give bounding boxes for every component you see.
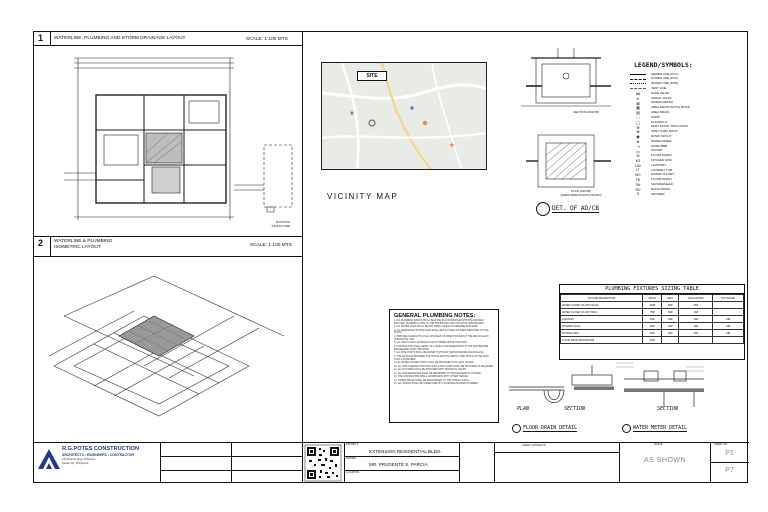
table-cell: 13Ø xyxy=(713,330,744,337)
vicinity-map-title: VICINITY MAP xyxy=(327,192,399,201)
shower-icon: S xyxy=(636,192,640,197)
legend-item-label: CHECK VALVE xyxy=(651,95,672,100)
project-label: PROJECT xyxy=(346,443,359,446)
panel1-scale: SCALE: 1:100 MTS xyxy=(246,37,288,42)
fixture-table-title: PLUMBING FIXTURES SIZING TABLE xyxy=(560,285,744,294)
tb-divider xyxy=(459,442,460,483)
table-cell: 50Ø xyxy=(643,330,662,337)
detail-bubble xyxy=(536,202,550,216)
legend-item-label: HOSE BIBB xyxy=(651,143,668,148)
vent-thru-roof-icon: ⊗ xyxy=(636,129,640,135)
project-name: EXTENSION RESIDENTIAL BLDG. xyxy=(369,449,442,454)
area-drain-icon: ▤ xyxy=(636,110,640,116)
table-row xyxy=(561,309,744,316)
table-cell: 100Ø xyxy=(643,302,662,309)
legend-item-label: FLOOR DRAIN xyxy=(651,153,672,158)
table-cell: 13Ø xyxy=(679,316,713,323)
lavatory-icon: LAV xyxy=(634,163,642,168)
legend-water-symbol xyxy=(630,83,646,84)
floor-drain-section-label: SECTION xyxy=(564,406,586,412)
roof-drain-icon: RD xyxy=(635,187,641,192)
vent-stack-icon: ⊕ xyxy=(636,124,640,130)
general-note: 11. ALL FIXTURES SHALL BE PROVIDED WITH INDIVIDUAL TRAPS. xyxy=(394,369,467,372)
legend-vent-symbol xyxy=(630,88,646,89)
legend-item xyxy=(630,192,735,197)
table-cell: 50Ø xyxy=(662,309,679,316)
qr-code xyxy=(305,445,341,481)
table-row xyxy=(561,330,744,337)
existing-structure-line2: STRUCTURE xyxy=(271,223,290,228)
cleanout-icon: ◯ xyxy=(635,119,641,125)
company-address-1: 123 Rizal St. Brgy. Poblacion xyxy=(62,458,96,461)
water-meter-icon: ⊠ xyxy=(636,100,640,106)
kitchen-sink-icon: KS xyxy=(635,158,641,163)
table-cell: 32Ø xyxy=(662,316,679,323)
table-cell: 50Ø xyxy=(643,323,662,330)
table-row xyxy=(561,337,744,344)
tb-row-rule xyxy=(494,452,619,453)
general-notes-title: GENERAL PLUMBING NOTES: xyxy=(394,313,476,319)
table-cell: - xyxy=(713,309,744,316)
water-closet-icon: WC xyxy=(635,173,641,178)
panel1-num-box xyxy=(50,32,51,45)
legend-storm-symbol xyxy=(630,79,646,80)
drawing-sheet xyxy=(33,31,748,483)
panel2-title-line1: WATERLINE & PLUMBING xyxy=(54,239,113,244)
panel2-scale: SCALE: 1:100 MTS xyxy=(250,243,292,248)
legend-item-label: FAUCET xyxy=(651,148,663,153)
table-cell: LAVATORY xyxy=(561,316,643,323)
legend-item-label: WATER CLOSET xyxy=(651,172,675,177)
legend-item-label: AREA DRAIN xyxy=(651,109,670,114)
sheet-total: P7 xyxy=(725,467,734,474)
legend-item-label: ROOF DRAIN xyxy=(651,186,670,191)
floor-drain-icon: ⊘ xyxy=(636,153,640,159)
legend-title: LEGEND/SYMBOLS: xyxy=(634,61,693,69)
catch-basin-plan-label-2: (AREA DRAIN/CATCH BASIN) xyxy=(560,192,602,197)
table-cell: 32Ø xyxy=(662,330,679,337)
catch-basin-icon: ▦ xyxy=(636,105,640,111)
tb-row-rule xyxy=(710,462,749,463)
floor-plan-drawing xyxy=(34,45,302,235)
company-logo xyxy=(38,449,60,469)
general-note: 6. CONTRACTOR SHALL VERIFY ALL LEVELS AND DIMENSIONS AT THE SITE BEFORE PROCEEDING WITH THE WORK. xyxy=(394,345,489,351)
legend-item-label: WATER LINE (PPR) xyxy=(651,81,679,86)
general-note: 5. ALL VENTS SHALL EXTEND AT LEAST 150MM ABOVE THE ROOF. xyxy=(394,342,468,345)
legend-item-label: STORM LINE (PVC) xyxy=(651,76,679,81)
site-label: SITE xyxy=(357,71,387,81)
panel-divider xyxy=(34,236,302,237)
legend-item-label: LAVATORY xyxy=(651,162,667,167)
faucet-icon: ▭ xyxy=(636,148,640,154)
location-label: LOCATION xyxy=(346,471,360,474)
table-cell: 13Ø xyxy=(713,316,744,323)
general-note: 13. THE CONTRACTOR SHALL COORDINATE WITH OTHER TRADES. xyxy=(394,376,469,379)
tb-row-rule xyxy=(344,456,459,457)
catch-basin-plan-label-1: PLAN (AD/CB) xyxy=(571,189,591,193)
company-address-2: Davao City, Philippines xyxy=(62,461,89,465)
legend-item-label: VENT STACK THRU ROOF xyxy=(651,124,689,129)
catch-basin-detail-title: DET. OF AD/CB xyxy=(552,205,599,212)
legend-item-label: SHOWERHEAD xyxy=(651,181,673,186)
panel2-title-line2: ISOMETRIC LAYOUT xyxy=(54,244,101,250)
catch-basin-plan-label xyxy=(536,190,626,197)
catch-basin-section xyxy=(516,46,616,136)
legend-item-label: WATER METER xyxy=(651,100,673,105)
fd-icon: FD xyxy=(635,177,641,182)
panel2-number: 2 xyxy=(38,238,44,248)
table-row xyxy=(561,316,744,323)
general-note: 12. ALL DISCREPANCIES SHALL BE REPORTED TO THE ENGINEER IN CHARGE. xyxy=(394,372,482,375)
table-cell: 13Ø xyxy=(679,309,713,316)
panel1-number: 1 xyxy=(38,33,44,43)
water-meter-bubble xyxy=(622,424,631,433)
legend-item-label: DOWN SPOUT xyxy=(651,133,672,138)
legend-item-label: GATE VALVE xyxy=(651,90,670,95)
table-cell: FLOOR DRAIN (BATHROOM) xyxy=(561,337,643,344)
fixture-sizing-table xyxy=(559,284,745,360)
table-cell: 13Ø xyxy=(679,323,713,330)
table-header-row xyxy=(561,295,744,302)
legend-item-label: VENT THRU ROOF xyxy=(651,129,678,134)
general-notes-box xyxy=(389,309,499,423)
table-cell: 13Ø xyxy=(713,323,744,330)
legend-item-label: VENT LINE xyxy=(651,85,667,90)
panel2-num-box xyxy=(50,236,51,256)
owner-label: OWNER xyxy=(346,457,356,460)
general-note: 8. THE DISTANCE BETWEEN THE HOUSE AND THE SEPTIC TANK SHALL NOT BE LESS THAN 1.50 METERS. xyxy=(394,355,489,361)
legend-sewer-symbol xyxy=(630,74,646,75)
tb-divider xyxy=(344,442,345,483)
hose-bibb-icon: ⊣ xyxy=(636,143,640,149)
table-header-cell: VENT xyxy=(662,295,679,302)
scale-value: AS SHOWN xyxy=(643,457,687,464)
table-cell: WATER CLOSET (FLUSH VALVE) xyxy=(561,302,643,309)
legend-item-label: FLOOR DRAIN xyxy=(651,177,672,182)
floor-drain-detail-drawing xyxy=(504,357,714,412)
table-cell: 13Ø xyxy=(679,330,713,337)
sump-icon: □ xyxy=(636,115,640,121)
water-meter-detail-title: WATER METER DETAIL xyxy=(633,425,688,431)
catch-basin-plan xyxy=(516,129,616,199)
check-valve-icon: ⊳ xyxy=(636,95,640,101)
left-column-divider xyxy=(302,32,303,442)
table-cell: WATER CLOSET (FLUSH TANK) xyxy=(561,309,643,316)
catch-basin-section-label: SECTION (AD/CB) xyxy=(573,110,599,114)
company-tagline: ARCHITECTS • ENGINEERS • CONTRACTOR xyxy=(62,453,135,457)
general-note: 14. STORM WATER SHALL BE DISCHARGED TO THE STREET CANAL. xyxy=(394,379,470,382)
isometric-drawing xyxy=(34,256,302,441)
fixture-table-grid xyxy=(560,294,744,344)
tb-divider xyxy=(494,442,495,483)
general-note: 9. ALL WATER CONNECTIONS SHALL BE PROVIDED WITH GATE VALVES. xyxy=(394,362,474,365)
water-meter-section-label: SECTION xyxy=(657,406,679,412)
scale-label: SCALE xyxy=(654,443,663,446)
legend-item-label: LAUNDRY TUB xyxy=(651,167,673,172)
sheet-number: P1 xyxy=(725,450,734,457)
legend-item-label: SEWER LINE (PVC) xyxy=(651,71,679,76)
floor-drain-bubble xyxy=(512,424,521,433)
panel1-title: WATERLINE, PLUMBING AND STORM DRAINAGE LAYOUT xyxy=(54,36,186,41)
general-note: 1. ALL PLUMBING WORKS SHALL BE DONE IN ACCORDANCE WITH THE REVISED NATIONAL PLUMBING CODE OF THE PHILIPPINES AND THE LOCAL ORDINANCES. xyxy=(394,319,485,325)
general-note: 7. ALL PIPE JOINTS SHALL BE WATER TIGHT AND TESTED BEFORE BACKFILLING. xyxy=(394,352,485,355)
general-note: 10. ALL PIPE SLEEVES THROUGH WALLS AND SLABS SHALL BE PROVIDED AS REQUIRED. xyxy=(394,365,494,368)
legend-item-label: AREA DRAIN/CATCH BASIN xyxy=(651,105,690,110)
sheet-contents-label: SHEET CONTENTS xyxy=(522,444,546,447)
table-cell: - xyxy=(713,302,744,309)
tb-divider xyxy=(160,442,161,483)
tb-row-rule xyxy=(344,470,459,471)
table-header-cell: FIXTURE DESCRIPTION xyxy=(561,295,643,302)
tb-divider xyxy=(302,442,303,483)
sheet-no-label: SHEET NO. xyxy=(714,443,728,446)
table-cell: 25Ø xyxy=(679,302,713,309)
table-cell: - xyxy=(662,337,679,344)
existing-structure-line1: EXISTING xyxy=(275,220,290,224)
panel2-title xyxy=(54,239,112,250)
legend-list xyxy=(630,72,735,197)
table-cell: SHOWER STALL xyxy=(561,323,643,330)
legend-item-label: CLEANOUT xyxy=(651,119,668,124)
table-header-cell: COLD WATER xyxy=(679,295,713,302)
table-cell: 50Ø xyxy=(643,337,662,344)
showerhead-icon: SH xyxy=(635,182,641,187)
general-note: 4. PROVIDE CLEANOUTS AT ALL CHANGES OF DIRECTION AND AT THE END OF EACH HORIZONTAL RUN. xyxy=(394,335,489,341)
table-cell: 32Ø xyxy=(662,323,679,330)
vicinity-map-image xyxy=(321,62,487,170)
table-cell: - xyxy=(713,337,744,344)
table-cell: 75Ø xyxy=(643,309,662,316)
table-row xyxy=(561,302,744,309)
owner-name: MR. PRUDENTE S. PARCIA xyxy=(369,462,428,467)
table-header-cell: DRAIN xyxy=(643,295,662,302)
down-spout-icon: ◉ xyxy=(636,134,640,140)
table-cell: 50Ø xyxy=(662,302,679,309)
laundry-tub-icon: LT xyxy=(636,168,640,173)
general-note: 15. ALL WORKS SHALL BE SUPERVISED BY A LICENSED MASTER PLUMBER. xyxy=(394,383,479,386)
table-header-cell: HOT WATER xyxy=(713,295,744,302)
tb-divider xyxy=(231,442,232,483)
legend-item-label: SHOWER xyxy=(651,191,665,196)
general-note: 3. ALL SEWER AND STORM LINES SHALL BE PVC PIPES OF SIZES INDICATED ON THE PLANS. xyxy=(394,329,489,335)
title-block-top-rule xyxy=(34,442,749,443)
legend-item-label: SUMP xyxy=(651,114,660,119)
company-name: R.G.POTES CONSTRUCTION xyxy=(62,446,140,452)
legend-item-label: WATER RISER xyxy=(651,138,672,143)
floor-drain-plan-label: PLAN xyxy=(517,406,530,412)
legend-item-label: KITCHEN SINK xyxy=(651,157,673,162)
floor-drain-detail-title: FLOOR DRAIN DETAIL xyxy=(523,425,578,431)
vicinity-map-roads xyxy=(322,63,487,170)
table-row xyxy=(561,323,744,330)
gate-valve-icon: ⋈ xyxy=(636,91,640,97)
water-riser-icon: ● xyxy=(636,139,640,145)
table-cell: 50Ø xyxy=(643,316,662,323)
existing-structure-tag xyxy=(264,221,290,228)
table-cell: KITCHEN SINK xyxy=(561,330,643,337)
table-cell: - xyxy=(679,337,713,344)
general-note: 2. ALL WATER LINES SHALL BE PPR PIPES UNLESS OTHERWISE SPECIFIED. xyxy=(394,326,479,328)
